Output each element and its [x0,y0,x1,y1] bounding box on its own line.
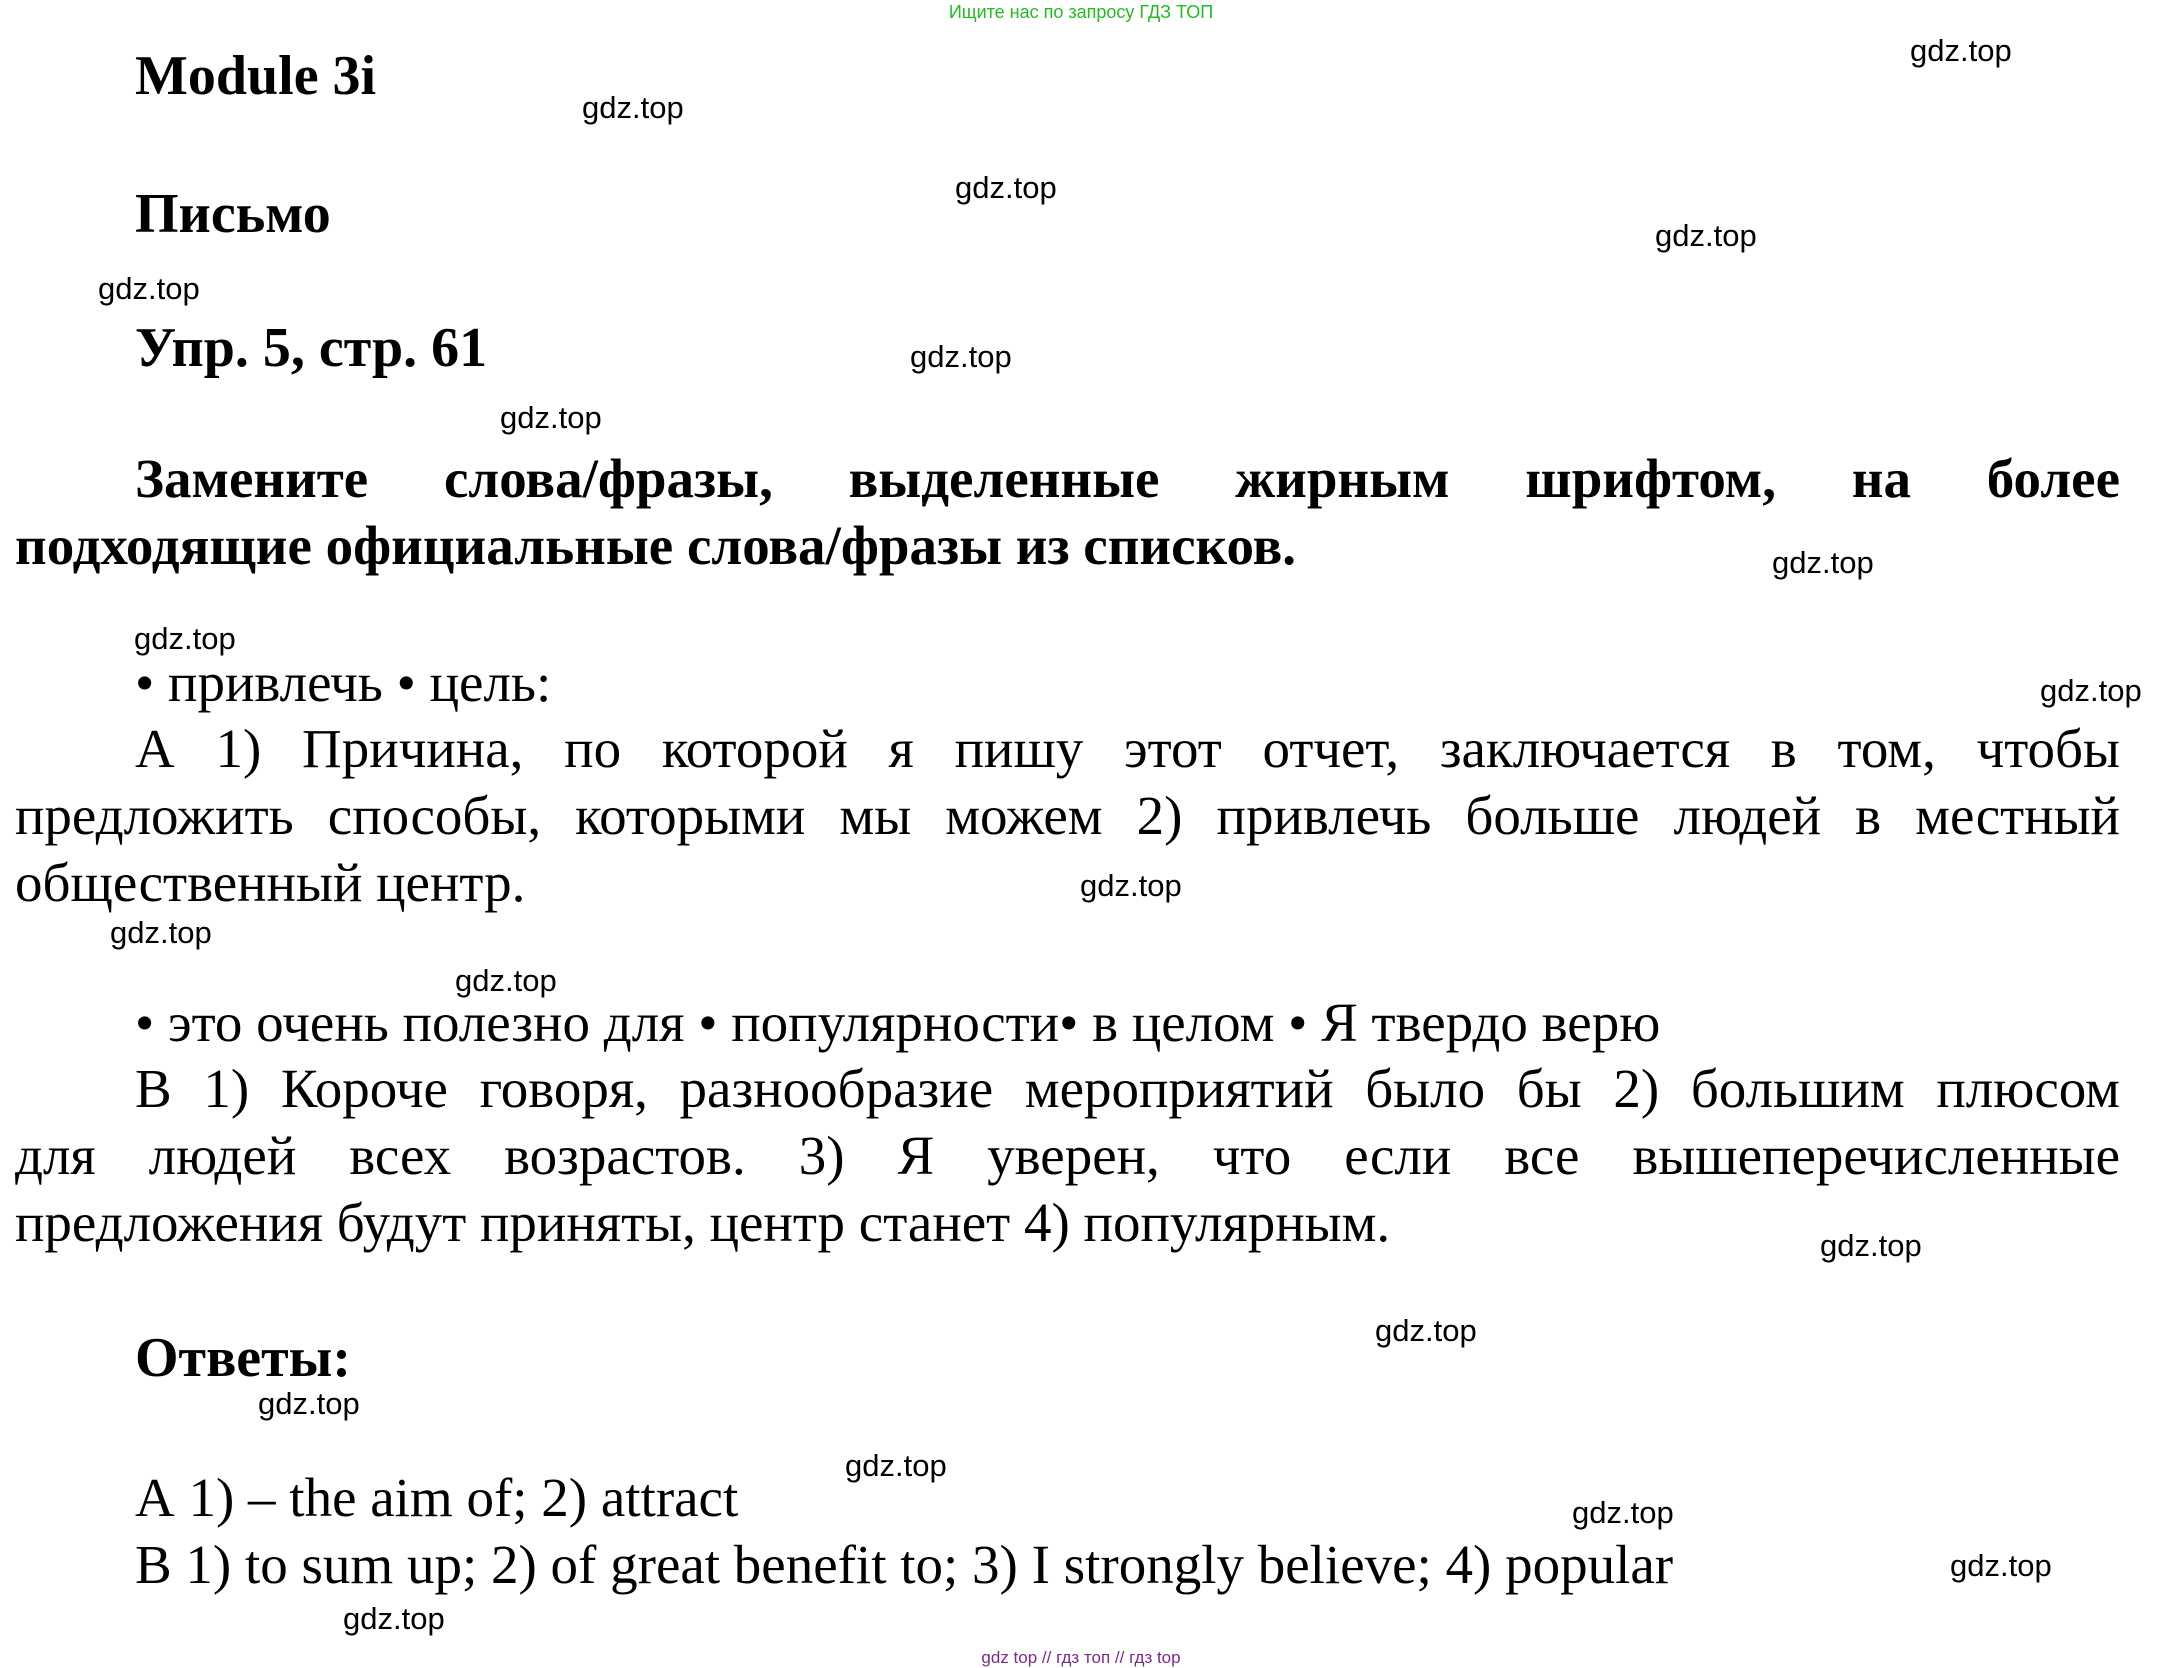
watermark: gdz.top [455,963,557,998]
answer-a: А 1) – the aim of; 2) attract [135,1467,739,1528]
instruction-line-2: подходящие официальные слова/фразы из списков. [15,515,1297,576]
watermark: gdz.top [343,1601,445,1636]
watermark: gdz.top [845,1448,947,1483]
part-b-options: • это очень полезно для • популярности• в целом • Я твердо верю [135,992,1661,1053]
watermark: gdz.top [1655,218,1757,253]
watermark: gdz.top [1375,1313,1477,1348]
watermark: gdz.top [1950,1548,2052,1583]
top-banner-text: Ищите нас по запросу ГДЗ ТОП [948,2,1214,22]
section-title: Письмо [135,183,331,245]
watermark: gdz.top [910,339,1012,374]
answer-b: В 1) to sum up; 2) of great benefit to; 3) I strongly believe; 4) popular [135,1534,1674,1595]
part-a-line-3: общественный центр. [15,852,526,913]
watermark: gdz.top [1910,33,2012,68]
watermark: gdz.top [1772,545,1874,580]
watermark: gdz.top [955,170,1057,205]
part-b-line-3: предложения будут приняты, центр станет 4) популярным. [15,1192,1391,1253]
part-b-text [15,1055,2120,1256]
watermark: gdz.top [258,1386,360,1421]
watermark: gdz.top [1080,868,1182,903]
part-b-line-1: В 1) Короче говоря, разнообразие мероприятий было бы 2) большим плюсом [135,1058,2120,1119]
watermark: gdz.top [134,621,236,656]
instruction-line-1: Замените слова/фразы, выделенные жирным шрифтом, на более [135,448,2120,509]
part-a-options: • привлечь • цель: [135,652,552,713]
watermark: gdz.top [110,915,212,950]
part-a-line-2: предложить способы, которыми мы можем 2) привлечь больше людей в местный [15,785,2120,846]
exercise-title: Упр. 5, стр. 61 [135,317,488,379]
footer-text: gdz top // гдз топ // гдз top [981,1648,1181,1667]
watermark: gdz.top [582,90,684,125]
watermark: gdz.top [1820,1228,1922,1263]
module-title: Module 3i [135,45,377,107]
watermark: gdz.top [1572,1495,1674,1530]
answers-title: Ответы: [135,1327,352,1389]
watermark: gdz.top [500,400,602,435]
watermark: gdz.top [98,271,200,306]
part-a-text [15,715,2120,916]
part-b-line-2: для людей всех возрастов. 3) Я уверен, что если все вышеперечисленные [15,1125,2120,1186]
watermark: gdz.top [2040,673,2142,708]
part-a-line-1: А 1) Причина, по которой я пишу этот отчет, заключается в том, чтобы [135,718,2120,779]
